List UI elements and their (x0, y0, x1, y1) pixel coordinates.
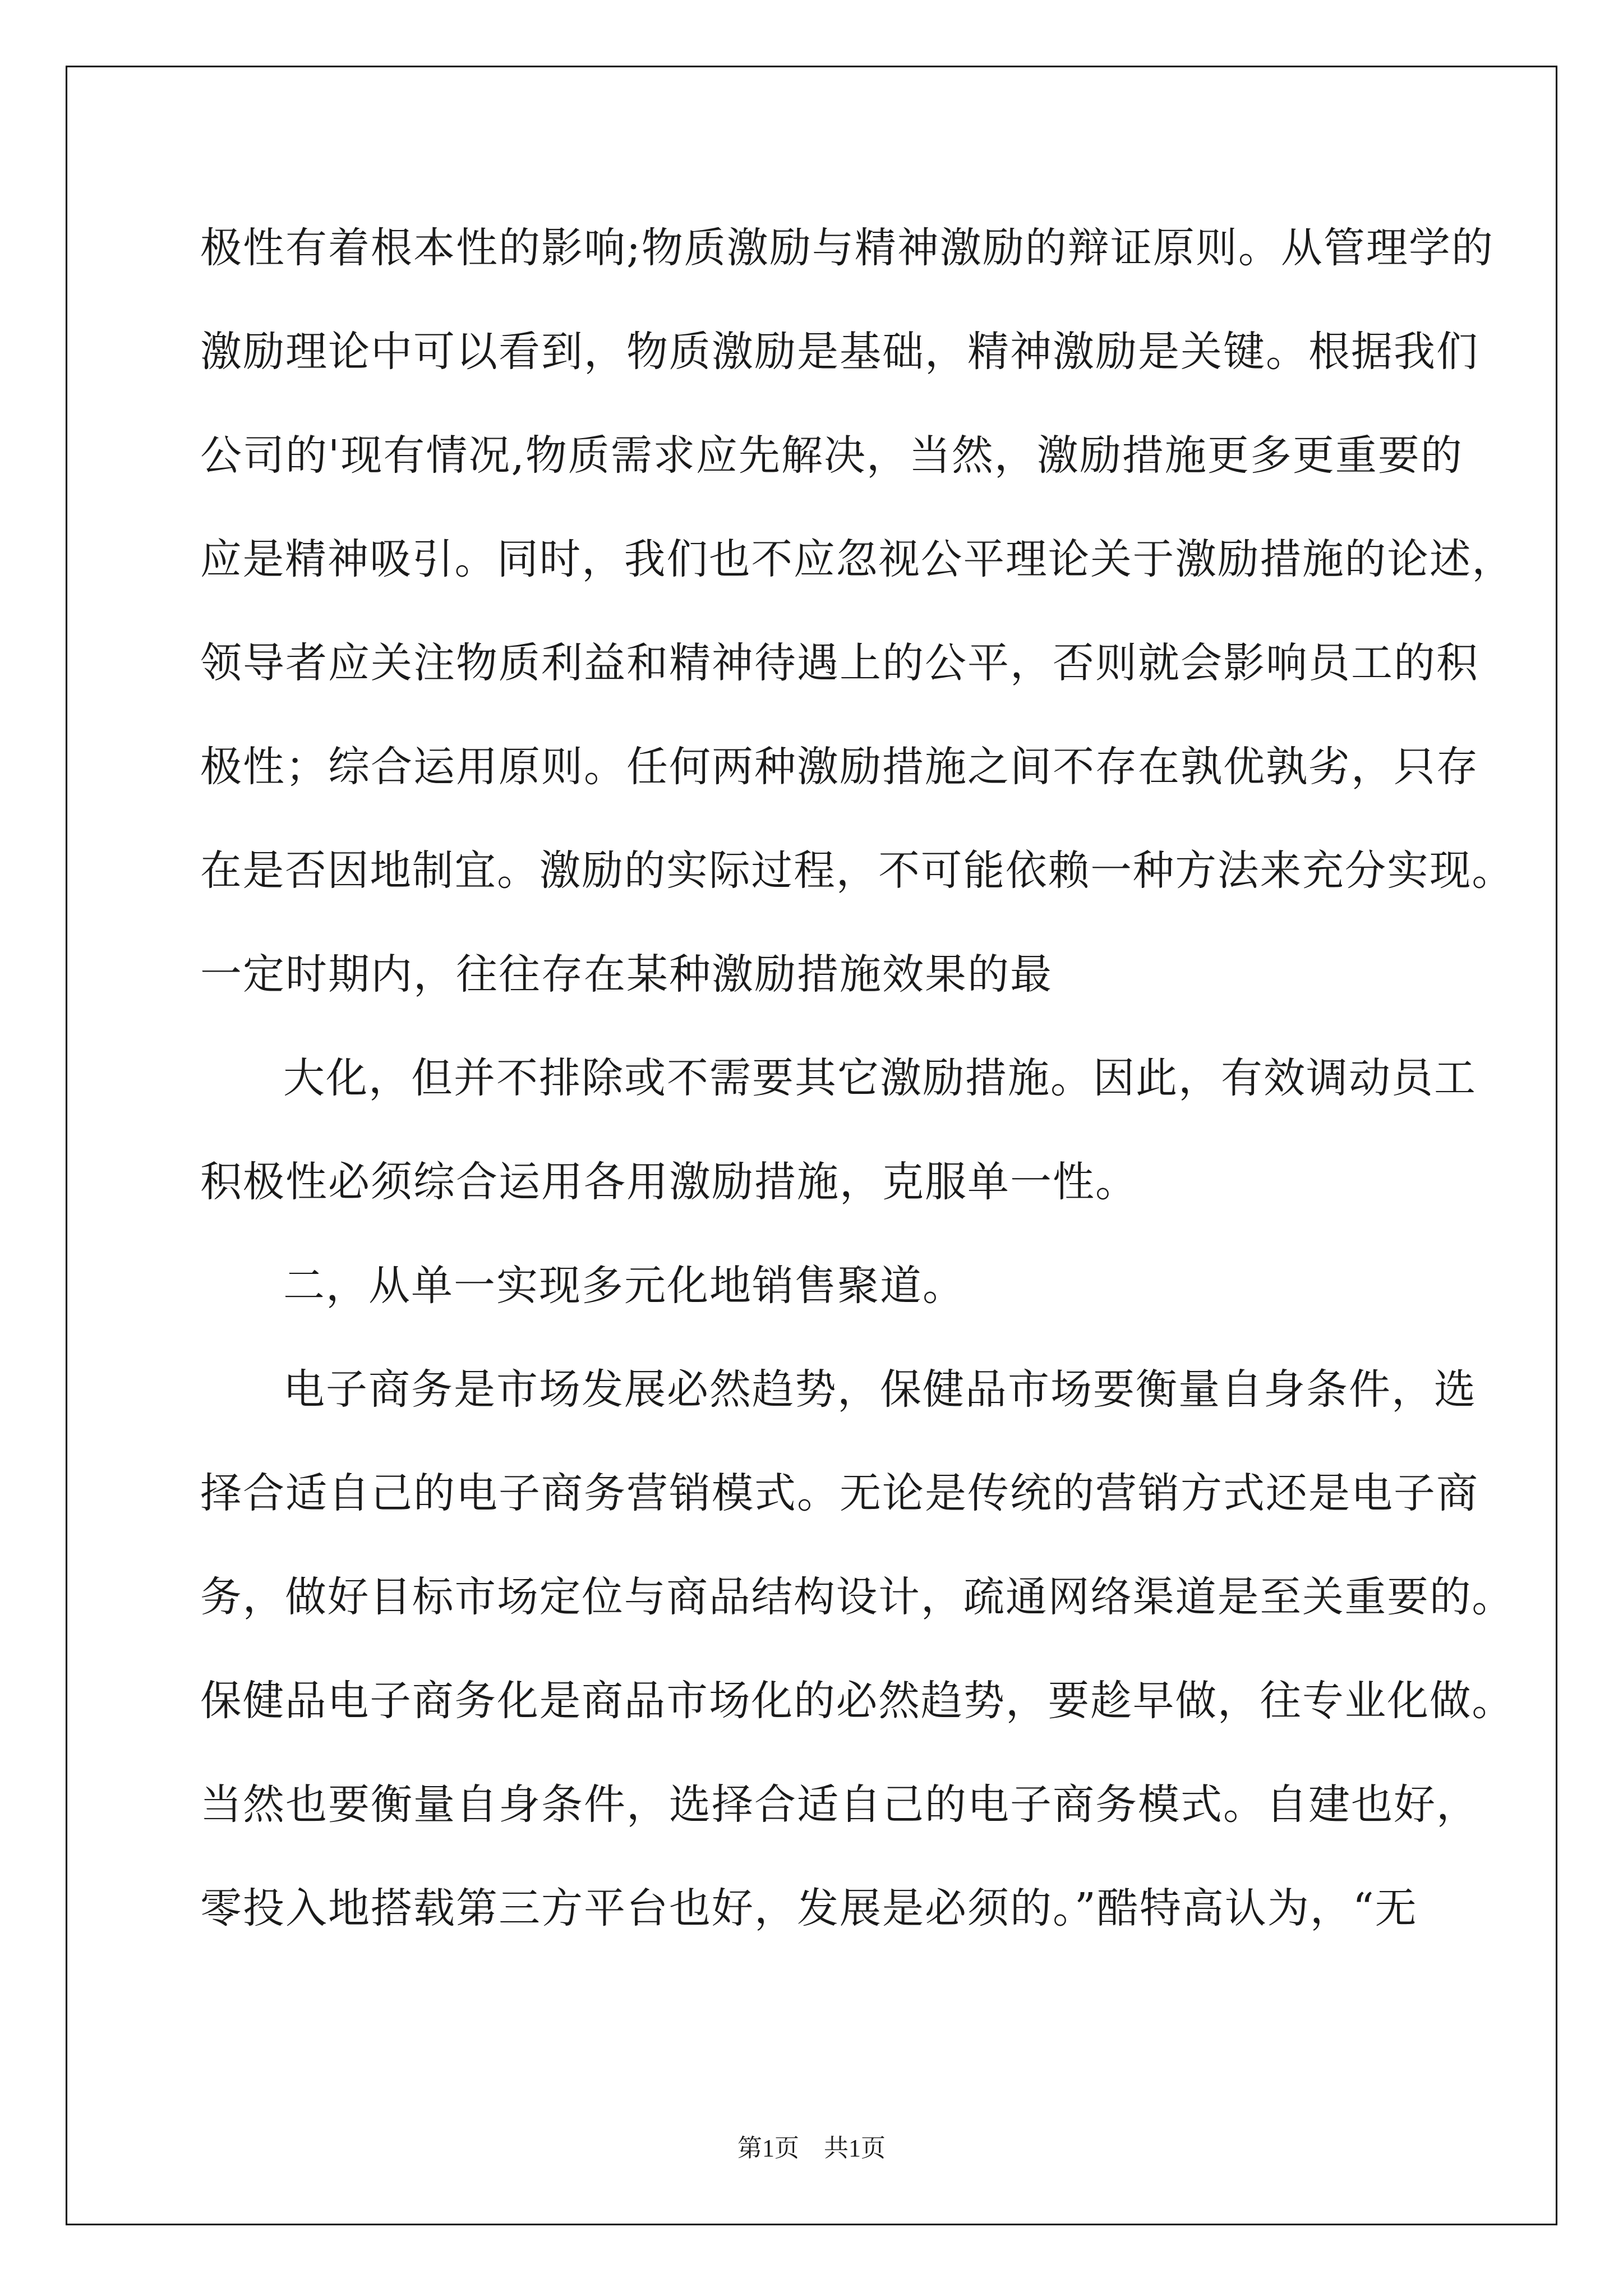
page-footer: 第1页 共1页 (737, 2134, 886, 2162)
text-line: 保健品电子商务化是商品市场化的必然趋势，要趁早做，往专业化做。 (200, 1677, 1514, 1725)
text-line: 一定时期内，往往存在某种激励措施效果的最 (200, 950, 1053, 999)
text-line: 极性；综合运用原则。任何两种激励措施之间不存在孰优孰劣，只存 (200, 743, 1479, 791)
text-line: 大化，但并不排除或不需要其它激励措施。因此，有效调动员工 (283, 1054, 1477, 1102)
text-line: 应是精神吸引。同时，我们也不应忽视公平理论关于激励措施的论述， (200, 535, 1514, 583)
text-line: 零投入地搭载第三方平台也好，发展是必须的。”酷特高认为，“无 (200, 1884, 1418, 1932)
text-line: 务，做好目标市场定位与商品结构设计，疏通网络渠道是至关重要的。 (200, 1573, 1514, 1621)
text-line: 极性有着根本性的影响;物质激励与精神激励的辩证原则。从管理学的 (200, 224, 1494, 272)
text-line: 激励理论中可以看到，物质激励是基础，精神激励是关键。根据我们 (200, 328, 1479, 376)
section-heading: 二，从单一实现多元化地销售聚道。 (283, 1262, 965, 1310)
text-line: 公司的'现有情况,物质需求应先解决，当然，激励措施更多更重要的 (200, 431, 1463, 480)
text-line: 积极性必须综合运用各用激励措施，克服单一性。 (200, 1158, 1138, 1206)
text-line: 择合适自己的电子商务营销模式。无论是传统的营销方式还是电子商 (200, 1469, 1479, 1517)
text-line: 电子商务是市场发展必然趋势，保健品市场要衡量自身条件，选 (283, 1365, 1477, 1414)
text-line: 在是否因地制宜。激励的实际过程，不可能依赖一种方法来充分实现。 (200, 846, 1514, 895)
text-line: 领导者应关注物质利益和精神待遇上的公平，否则就会影响员工的积 (200, 639, 1479, 687)
text-line: 当然也要衡量自身条件，选择合适自己的电子商务模式。自建也好， (200, 1780, 1479, 1829)
